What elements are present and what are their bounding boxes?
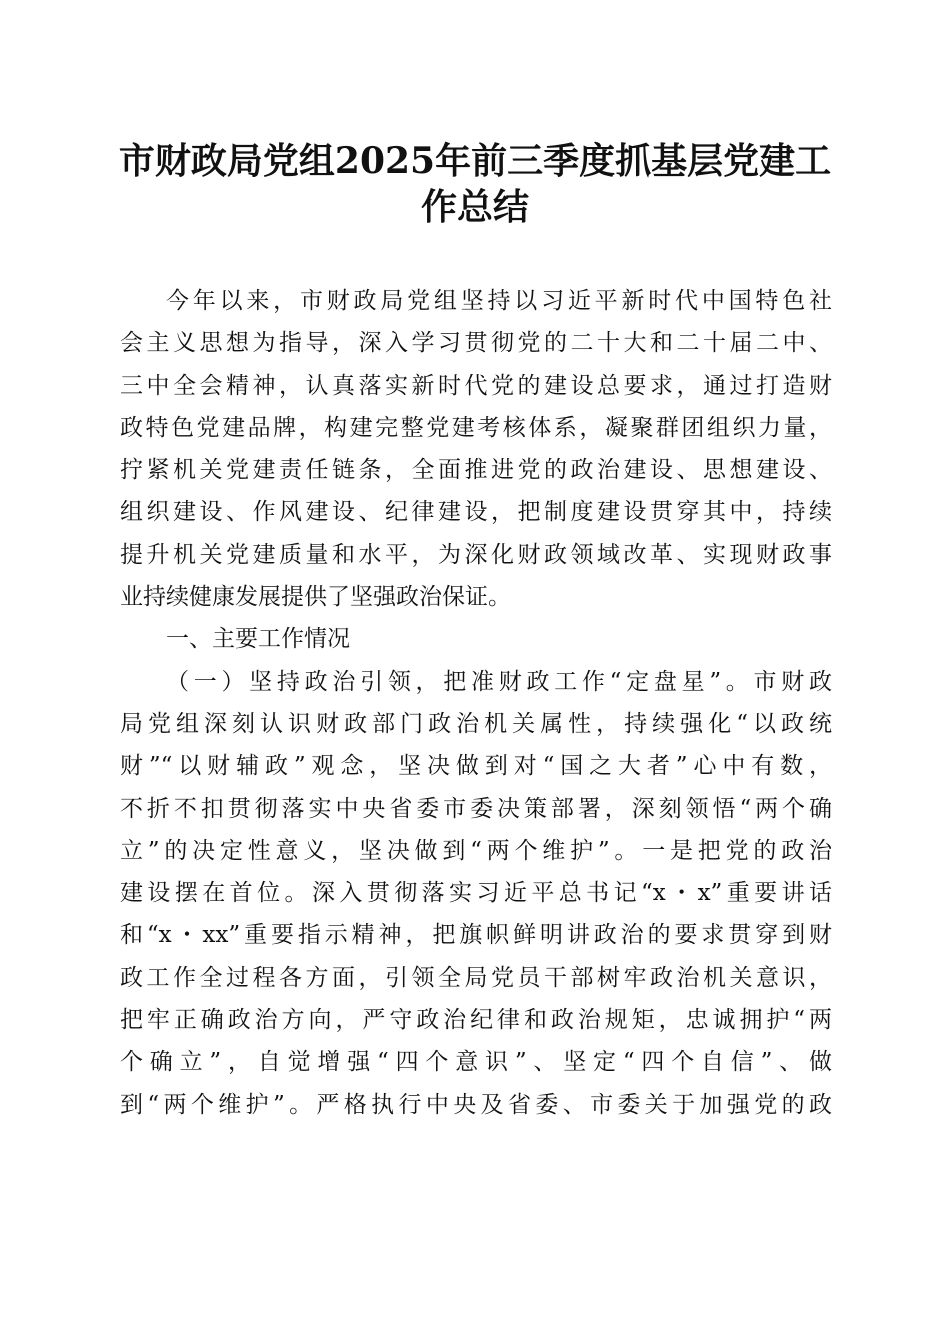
document-title [100, 138, 850, 230]
document-body [120, 280, 832, 1126]
paragraph-line: 政特色党建品牌，构建完整党建考核体系，凝聚群团组织力量， [120, 414, 832, 441]
paragraph-line: 会主义思想为指导，深入学习贯彻党的二十大和二十届二中、 [120, 330, 832, 357]
paragraph-line: 把牢正确政治方向，严守政治纪律和政治规矩，忠诚拥护“两 [120, 1007, 832, 1034]
title-line-2: 作总结 [420, 186, 529, 228]
paragraph-line: 到“两个维护”。严格执行中央及省委、市委关于加强党的政 [120, 1091, 832, 1118]
paragraph-line: 组织建设、作风建设、纪律建设，把制度建设贯穿其中，持续 [120, 499, 832, 526]
paragraph-line: 立”的决定性意义，坚决做到“两个维护”。一是把党的政治 [120, 837, 832, 864]
paragraph-line: 个确立”，自觉增强“四个意识”、坚定“四个自信”、做 [120, 1049, 832, 1076]
section-heading: 一、主要工作情况 [166, 626, 350, 653]
paragraph-line: 局党组深刻认识财政部门政治机关属性，持续强化“以政统 [120, 710, 832, 737]
paragraph-line: 今年以来，市财政局党组坚持以习近平新时代中国特色社 [166, 288, 832, 314]
paragraph-line: 提升机关党建质量和水平，为深化财政领域改革、实现财政事 [120, 541, 832, 568]
paragraph-line: 三中全会精神，认真落实新时代党的建设总要求，通过打造财 [120, 372, 832, 399]
paragraph-line: 政工作全过程各方面，引领全局党员干部树牢政治机关意识， [120, 964, 832, 991]
paragraph-line: 不折不扣贯彻落实中央省委市委决策部署，深刻领悟“两个确 [120, 795, 832, 822]
paragraph-line: （一）坚持政治引领，把准财政工作“定盘星”。市财政 [166, 668, 832, 695]
paragraph-line: 业持续健康发展提供了坚强政治保证。 [120, 584, 511, 611]
title-line-1: 市财政局党组2025年前三季度抓基层党建工 [118, 140, 832, 182]
paragraph-line: 拧紧机关党建责任链条，全面推进党的政治建设、思想建设、 [120, 457, 832, 484]
paragraph-line: 和“x・xx”重要指示精神，把旗帜鲜明讲政治的要求贯穿到财 [120, 922, 832, 949]
paragraph-line: 财”“以财辅政”观念，坚决做到对“国之大者”心中有数， [120, 753, 832, 780]
paragraph-line: 建设摆在首位。深入贯彻落实习近平总书记“x・x”重要讲话 [120, 880, 832, 907]
